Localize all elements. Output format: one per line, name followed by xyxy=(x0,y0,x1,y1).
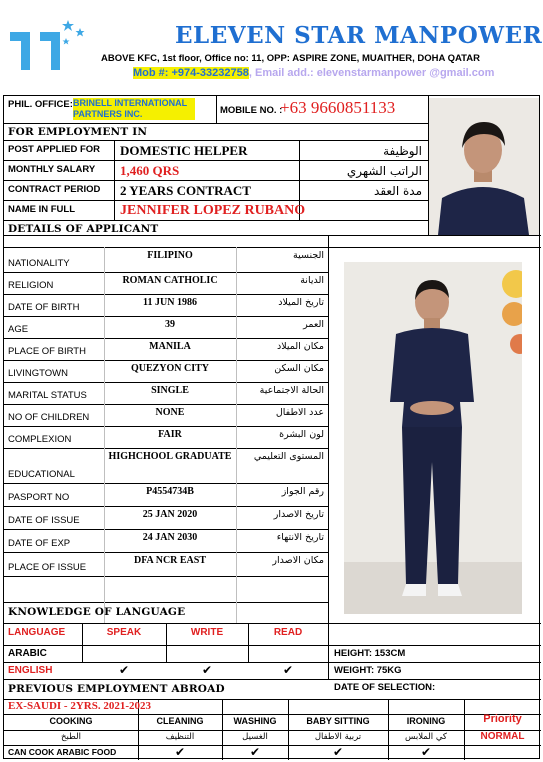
applicant-value: QUEZYON CITY xyxy=(130,363,210,374)
applicant-label: RELIGION xyxy=(8,280,54,291)
applicant-label: NATIONALITY xyxy=(8,258,70,269)
applicant-arabic-label: مكان الميلاد xyxy=(276,341,324,352)
applicant-label: PLACE OF ISSUE xyxy=(8,562,87,573)
applicant-arabic-label: الحالة الاجتماعية xyxy=(259,385,324,396)
applicant-label: DATE OF EXP xyxy=(8,538,71,549)
employment-section-title: FOR EMPLOYMENT IN xyxy=(8,126,148,138)
applicant-value: ROMAN CATHOLIC xyxy=(122,275,218,286)
applicant-label: PASPORT NO xyxy=(8,492,70,503)
applicant-arabic-label: العمر xyxy=(303,319,324,330)
applicant-value: 39 xyxy=(165,319,175,330)
applicant-arabic-label: تاريخ الانتهاء xyxy=(276,532,324,543)
company-email: , Email add.: elevenstarmanpower @gmail.com xyxy=(248,67,495,79)
post-applied-label: POST APPLIED FOR xyxy=(8,144,101,155)
application-form xyxy=(3,95,540,759)
previous-employment-title: PREVIOUS EMPLOYMENT ABROAD xyxy=(8,683,225,695)
contract-period-value: 2 YEARS CONTRACT xyxy=(120,183,251,198)
applicant-arabic-label: عدد الاطفال xyxy=(275,407,324,418)
person-portrait-icon xyxy=(428,98,539,235)
contract-period-label: CONTRACT PERIOD xyxy=(8,184,101,195)
applicant-arabic-label: المستوى التعليمي xyxy=(253,451,324,462)
eleven-star-logo-icon xyxy=(8,18,88,70)
company-name: ELEVEN STAR MANPOWER xyxy=(175,22,543,49)
speak-header: SPEAK xyxy=(106,627,142,638)
applicant-portrait xyxy=(428,98,539,235)
monthly-salary-arabic: الراتب الشهري xyxy=(346,164,422,178)
applicant-value: FILIPINO xyxy=(147,250,193,261)
applicant-arabic-label: الجنسية xyxy=(293,250,324,261)
full-name-label: NAME IN FULL xyxy=(8,204,76,215)
monthly-salary-value: 1,460 QRS xyxy=(120,163,180,178)
ironing-arabic: كي الملابس xyxy=(405,732,447,742)
baby-sitting-header: BABY SITTING xyxy=(306,716,370,726)
applicant-label: COMPLEXION xyxy=(8,434,72,445)
applicant-label: PLACE OF BIRTH xyxy=(8,346,86,357)
company-logo xyxy=(8,18,88,70)
applicant-value: SINGLE xyxy=(151,385,189,396)
company-address: ABOVE KFC, 1st floor, Office no: 11, OPP: ASPIRE ZONE, MUAITHER, DOHA QATAR xyxy=(101,53,480,64)
language-header: LANGUAGE xyxy=(8,627,66,638)
applicant-arabic-label: مكان الاصدار xyxy=(272,555,324,566)
contract-period-arabic: مدة العقد xyxy=(374,184,422,198)
weight-value: WEIGHT: 75KG xyxy=(334,665,402,676)
applicant-label: NO OF CHILDREN xyxy=(8,412,90,423)
applicant-value: NONE xyxy=(155,407,185,418)
priority-header: Priority xyxy=(483,713,522,725)
selection-date-label: DATE OF SELECTION: xyxy=(334,682,436,693)
applicant-value: 25 JAN 2020 xyxy=(142,509,198,520)
ironing-header: IRONING xyxy=(406,716,446,726)
cooking-arabic: الطبخ xyxy=(61,732,81,742)
washing-check: ✔ xyxy=(249,745,261,759)
applicant-full-body-photo xyxy=(344,262,522,614)
company-mobile: Mob #: +974-33232758 xyxy=(133,67,249,79)
applicant-label: AGE xyxy=(8,324,29,335)
phil-office-label: PHIL. OFFICE: xyxy=(8,99,73,110)
height-value: HEIGHT: 153CM xyxy=(334,648,406,659)
write-header: WRITE xyxy=(190,627,224,638)
english-speak-check: ✔ xyxy=(118,663,130,677)
applicant-arabic-label: تاريخ الميلاد xyxy=(278,297,324,308)
monthly-salary-label: MONTHLY SALARY xyxy=(8,164,96,175)
mobile-value: +63 9660851133 xyxy=(280,98,396,117)
language-section-title: KNOWLEDGE OF LANGUAGE xyxy=(8,606,186,618)
cleaning-header: CLEANING xyxy=(156,716,204,726)
post-applied-value: DOMESTIC HELPER xyxy=(120,143,248,158)
baby-sitting-arabic: تربية الاطفال xyxy=(314,732,362,742)
applicant-value: 24 JAN 2030 xyxy=(142,532,198,543)
applicant-label: DATE OF ISSUE xyxy=(8,515,80,526)
ironing-check: ✔ xyxy=(420,745,432,759)
applicant-value: 11 JUN 1986 xyxy=(143,297,197,308)
cleaning-check: ✔ xyxy=(174,745,186,759)
priority-value: NORMAL xyxy=(480,731,525,742)
phil-office-value: BRINELL INTERNATIONAL PARTNERS INC. xyxy=(73,98,195,120)
applicant-value: MANILA xyxy=(149,341,191,352)
applicant-value: FAIR xyxy=(158,429,182,440)
english-read-check: ✔ xyxy=(282,663,294,677)
washing-arabic: الغسيل xyxy=(242,732,268,742)
cleaning-arabic: التنظيف xyxy=(165,732,195,742)
applicant-arabic-label: تاريخ الاصدار xyxy=(273,509,324,520)
applicant-label: EDUCATIONAL xyxy=(8,469,75,480)
applicant-label: DATE OF BIRTH xyxy=(8,302,80,313)
applicant-value: DFA NCR EAST xyxy=(133,555,207,566)
applicant-section-title: DETAILS OF APPLICANT xyxy=(8,223,159,235)
language-english-label: ENGLISH xyxy=(8,665,53,676)
applicant-arabic-label: مكان السكن xyxy=(274,363,324,374)
applicant-arabic-label: لون البشرة xyxy=(279,429,324,440)
washing-header: WASHING xyxy=(233,716,277,726)
previous-employment-value: EX-SAUDI - 2YRS. 2021-2023 xyxy=(8,700,152,712)
baby-sitting-check: ✔ xyxy=(332,745,344,759)
applicant-arabic-label: رقم الجواز xyxy=(281,486,324,497)
applicant-label: LIVINGTOWN xyxy=(8,368,68,379)
company-contact xyxy=(133,67,494,79)
applicant-value: HIGHCHOOL GRADUATE xyxy=(108,451,232,462)
post-applied-arabic: الوظيفة xyxy=(383,144,422,158)
applicant-label: MARITAL STATUS xyxy=(8,390,87,401)
applicant-arabic-label: الديانة xyxy=(300,275,324,286)
english-write-check: ✔ xyxy=(201,663,213,677)
full-name-value: JENNIFER LOPEZ RUBANO xyxy=(120,203,306,218)
applicant-value: P4554734B xyxy=(146,486,194,497)
person-full-body-icon xyxy=(344,262,522,614)
mobile-label: MOBILE NO. : xyxy=(220,105,283,116)
read-header: READ xyxy=(273,627,303,638)
cooking-header: COOKING xyxy=(49,716,93,726)
language-arabic-label: ARABIC xyxy=(8,648,47,659)
cooking-note: CAN COOK ARABIC FOOD xyxy=(8,747,117,757)
